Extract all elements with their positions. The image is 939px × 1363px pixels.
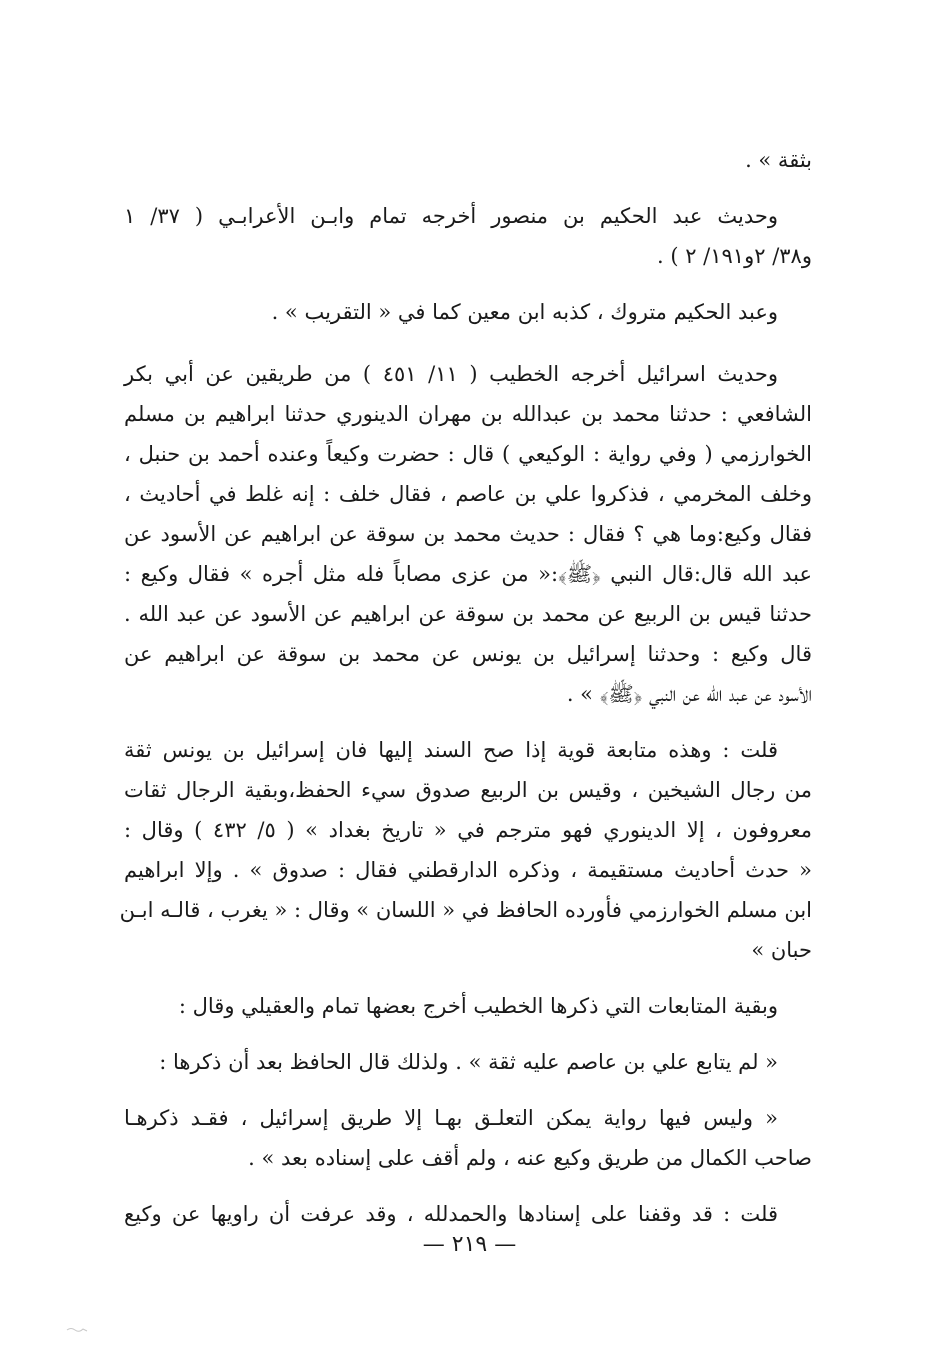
text-line: بثقة » . [745, 148, 812, 172]
text-line: « لم يتابع علي بن عاصم عليه ثقة » . ولذلك قال الحافظ بعد أن ذكرها : [159, 1050, 778, 1074]
text-line: الخوارزمي ( وفي رواية : الوكيعي ) قال : حضرت وكيعاً وعنده أحمد بن حنبل ، [124, 442, 812, 466]
text-line: قلت : قد وقفنا على إسنادها والحمدلله ، وقد عرفت أن راويها عن وكيع [124, 1202, 778, 1226]
text-line: معروفون ، إلا الدينوري فهو مترجم في « تاريخ بغداد » ( ٥/ ٤٣٢ ) وقال : [124, 818, 812, 842]
text-line: عبد الله قال:قال النبي ﴿ﷺ﴾:« من عزى مصاباً فله مثل أجره » فقال وكيع : [124, 562, 812, 586]
text-line: ابن مسلم الخوارزمي فأورده الحافظ في « اللسان » وقال : « يغرب ، قالـه ابـن [119, 898, 812, 922]
text-line: الأسود عن عبد الله عن النبي ﴿ﷺ﴾ » . [566, 682, 812, 706]
text-column [119, 140, 812, 1234]
text-line: حبان » [751, 938, 812, 962]
text-line: قال وكيع : وحدثنا إسرائيل بن يونس عن محمد بن سوقة عن ابراهيم عن [124, 642, 812, 666]
text-line: وحديث اسرائيل أخرجه الخطيب ( ١١/ ٤٥١ ) من طريقين عن أبي بكر [124, 362, 778, 386]
scan-artifact [66, 1325, 88, 1333]
page-number: — ٢١٩ — [422, 1232, 517, 1257]
text-line: الشافعي : حدثنا محمد بن عبدالله بن مهران الدينوري حدثنا ابراهيم بن مسلم [124, 402, 812, 426]
text-line: فقال وكيع:وما هي ؟ فقال : حديث محمد بن سوقة عن ابراهيم عن الأسود عن [124, 522, 812, 546]
text-line: وعبد الحكيم متروك ، كذبه ابن معين كما في « التقريب » . [271, 300, 778, 324]
text-line: قلت : وهذه متابعة قوية إذا صح السند إليها فان إسرائيل بن يونس ثقة [124, 738, 778, 762]
text-line: وبقية المتابعات التي ذكرها الخطيب أخرج بعضها تمام والعقيلي وقال : [178, 994, 778, 1018]
text-line: وخلف المخرمي ، فذكروا علي بن عاصم ، فقال خلف : إنه غلط في أحاديث ، [124, 482, 812, 506]
text-line: « حدث أحاديث مستقيمة ، وذكره الدارقطني فقال : صدوق » . وإلا ابراهيم [124, 858, 812, 882]
text-line: من رجال الشيخين ، وقيس بن الربيع صدوق سيء الحفظ،وبقية الرجال ثقات [124, 778, 812, 802]
text-line: و٣٨/ ٢و١٩١/ ٢ ) . [656, 244, 812, 268]
text-line: وحديث عبد الحكيم بن منصور أخرجه تمام وابـن الأعرابـي ( ٣٧/ ١ [124, 204, 778, 228]
text-line: حدثنا قيس بن الربيع عن محمد بن سوقة عن ابراهيم عن الأسود عن عبد الله . [124, 602, 812, 626]
text-line: صاحب الكمال من طريق وكيع عنه ، ولم أقف على إسناده بعد » . [248, 1146, 812, 1170]
text-line: « وليس فيها رواية يمكن التعلـق بهـا إلا طريق إسرائيل ، فقـد ذكرهـا [124, 1106, 778, 1130]
